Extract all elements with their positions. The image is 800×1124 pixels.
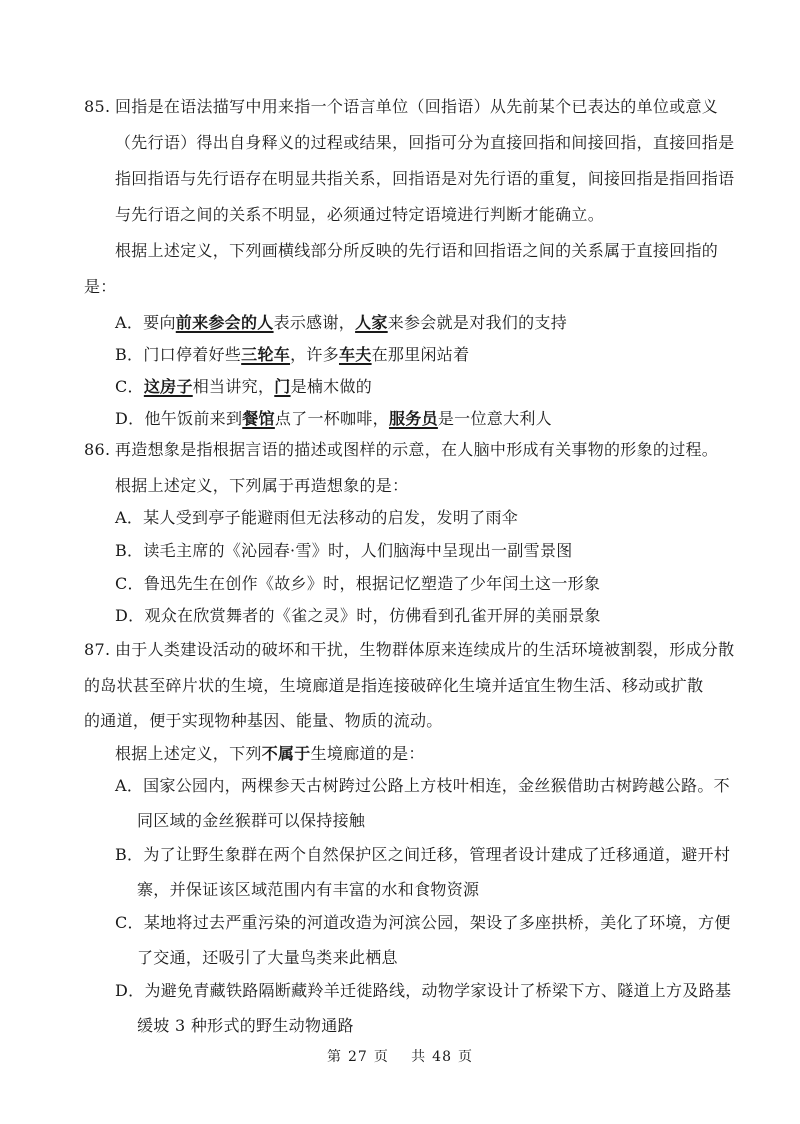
page-footer xyxy=(0,1046,800,1066)
option-text: 某人受到亭子能避雨但无法移动的启发，发明了雨伞 xyxy=(143,508,519,527)
option-label: C． xyxy=(115,377,144,396)
q86-option-c[interactable] xyxy=(115,574,600,594)
option-label: B． xyxy=(115,541,144,560)
emphasis-text: 不属于 xyxy=(261,744,311,763)
option-text: 鲁迅先生在创作《故乡》时，根据记忆塑造了少年闰土这一形象 xyxy=(143,574,601,593)
q87-question xyxy=(115,744,425,764)
option-label: A． xyxy=(115,508,144,527)
q86-number: 86. xyxy=(84,440,111,459)
option-line xyxy=(115,845,730,865)
option-text: 某地将过去严重污染的河道改造为河滨公园，架设了多座拱桥，美化了环境，方便 xyxy=(143,913,731,932)
underlined-phrase: 前来参会的人 xyxy=(175,313,274,332)
q87-stem-line: 的通道，便于实现物种基因、能量、物质的流动。 xyxy=(84,711,443,730)
option-text: 他午饭前来到 xyxy=(144,409,243,428)
question-text: 生境廊道的是： xyxy=(310,744,425,763)
option-text: 读毛主席的《沁园春·雪》时，人们脑海中呈现出一副雪景图 xyxy=(143,541,573,560)
option-label: A． xyxy=(115,313,144,332)
q87-stem-line: 的岛状甚至碎片状的生境，生境廊道是指连接破碎化生境并适宜生物生活、移动或扩散 xyxy=(84,676,704,695)
q85-stem-line: 指回指语与先行语存在明显共指关系，回指语是对先行语的重复，间接回指是指回指语 xyxy=(115,169,735,188)
underlined-phrase: 车夫 xyxy=(338,345,372,364)
q87-stem-line: 由于人类建设活动的破坏和干扰，生物群体原来连续成片的生活环境被割裂，形成分散 xyxy=(115,640,735,659)
q85-option-c[interactable] xyxy=(115,377,372,397)
q86-option-d[interactable] xyxy=(115,606,601,626)
option-label: B． xyxy=(115,845,144,864)
q86-stem: 再造想象是指根据言语的描述或图样的示意，在人脑中形成有关事物的形象的过程。 xyxy=(115,440,719,459)
footer-text: 页 xyxy=(458,1049,473,1065)
option-text: 表示感谢， xyxy=(273,313,356,332)
footer-text: 第 xyxy=(326,1049,342,1065)
option-text: 在那里闲站着 xyxy=(371,345,470,364)
underlined-phrase: 门 xyxy=(274,377,291,396)
option-text: 点了一杯咖啡， xyxy=(274,409,389,428)
q86-option-a[interactable] xyxy=(115,508,518,528)
footer-text: 共 xyxy=(411,1049,427,1065)
option-text: 为避免青藏铁路隔断藏羚羊迁徙路线，动物学家设计了桥梁下方、隧道上方及路基 xyxy=(144,981,732,1000)
underlined-phrase: 三轮车 xyxy=(241,345,291,364)
underlined-phrase: 服务员 xyxy=(388,409,438,428)
option-text: 来参会就是对我们的支持 xyxy=(387,313,568,332)
option-label: D． xyxy=(115,409,145,428)
underlined-phrase: 这房子 xyxy=(143,377,193,396)
page-number: 27 xyxy=(347,1049,368,1065)
option-label: D． xyxy=(115,981,145,1000)
option-line: 寨，并保证该区域范围内有丰富的水和食物资源 xyxy=(137,880,480,899)
option-label: D． xyxy=(115,606,145,625)
underlined-phrase: 人家 xyxy=(355,313,388,332)
option-line: 同区域的金丝猴群可以保持接触 xyxy=(137,811,366,830)
option-line xyxy=(115,913,731,933)
option-line: 了交通，还吸引了大量鸟类来此栖息 xyxy=(137,948,398,967)
option-label: C． xyxy=(115,574,144,593)
q85-option-b[interactable] xyxy=(115,345,469,365)
q85-question: 根据上述定义，下列画横线部分所反映的先行语和回指语之间的关系属于直接回指的 xyxy=(115,241,719,260)
option-text: 要向 xyxy=(143,313,176,332)
option-label: A． xyxy=(115,776,144,795)
question-text: 根据上述定义，下列 xyxy=(115,744,262,763)
option-text: 为了让野生象群在两个自然保护区之间迁移，管理者设计建成了迁移通道，避开村 xyxy=(143,845,731,864)
q85-number: 85. xyxy=(84,97,111,116)
option-text: 是楠木做的 xyxy=(290,377,373,396)
option-line xyxy=(115,981,731,1001)
option-label: B． xyxy=(115,345,144,364)
option-line: 缓坡 3 种形式的野生动物通路 xyxy=(137,1016,354,1035)
option-text: 相当讲究， xyxy=(192,377,275,396)
option-text: 门口停着好些 xyxy=(143,345,242,364)
q86-question: 根据上述定义，下列属于再造想象的是： xyxy=(115,476,409,495)
option-text: 观众在欣赏舞者的《雀之灵》时，仿佛看到孔雀开屏的美丽景象 xyxy=(144,606,601,625)
q85-question-end: 是： xyxy=(84,277,117,296)
footer-text: 页 xyxy=(373,1049,389,1065)
total-pages: 48 xyxy=(432,1049,452,1065)
q85-stem-line: 回指是在语法描写中用来指一个语言单位（回指语）从先前某个已表达的单位或意义 xyxy=(115,97,719,116)
q85-stem-line: （先行语）得出自身释义的过程或结果，回指可分为直接回指和间接回指，直接回指是 xyxy=(115,133,735,152)
option-text: ，许多 xyxy=(290,345,339,364)
underlined-phrase: 餐馆 xyxy=(242,409,275,428)
q86-option-b[interactable] xyxy=(115,541,573,561)
q87-number: 87. xyxy=(84,640,111,659)
q85-stem-line: 与先行语之间的关系不明显，必须通过特定语境进行判断才能确立。 xyxy=(115,205,605,224)
q85-option-d[interactable] xyxy=(115,409,552,429)
option-text: 是一位意大利人 xyxy=(437,409,552,428)
q85-option-a[interactable] xyxy=(115,313,567,333)
option-label: C． xyxy=(115,913,144,932)
option-text: 国家公园内，两棵参天古树跨过公路上方枝叶相连，金丝猴借助古树跨越公路。不 xyxy=(143,776,730,795)
option-line xyxy=(115,776,730,796)
